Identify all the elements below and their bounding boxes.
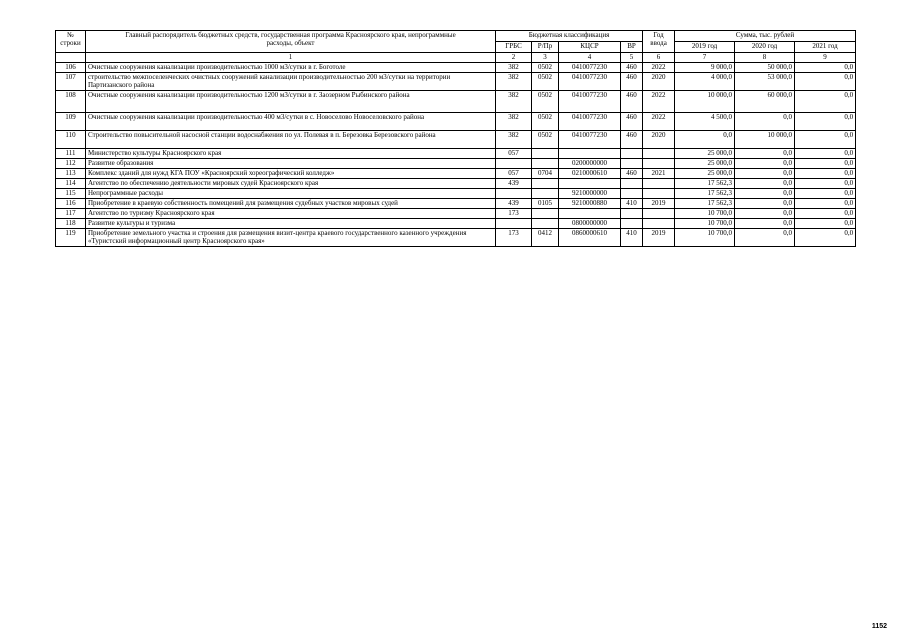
sum-2019-cell: 4 000,0: [675, 73, 735, 91]
row-number: 113: [56, 169, 86, 179]
year-cell: [643, 179, 675, 189]
kcsr-cell: 0410077230: [559, 63, 621, 73]
sum-2019-cell: 4 500,0: [675, 113, 735, 131]
table-row: [56, 91, 856, 113]
sum-2021-cell: 0,0: [795, 91, 856, 113]
sum-2021-cell: 0,0: [795, 113, 856, 131]
kcsr-cell: 0410077230: [559, 131, 621, 149]
table-row: [56, 159, 856, 169]
row-number-header-line1: №: [67, 31, 74, 39]
sum-2020-cell: 10 000,0: [735, 131, 795, 149]
name-header: [86, 31, 496, 53]
grbs-cell: 173: [496, 209, 532, 219]
grbs-cell: [496, 219, 532, 229]
year-cell: 2022: [643, 63, 675, 73]
kcsr-cell: 9210000880: [559, 199, 621, 209]
sum-2019-cell: 9 000,0: [675, 63, 735, 73]
sum-2021-cell: 0,0: [795, 73, 856, 91]
vr-cell: 460: [621, 73, 643, 91]
vr-cell: 410: [621, 229, 643, 247]
sum-2020-cell: 50 000,0: [735, 63, 795, 73]
row-number: 119: [56, 229, 86, 247]
row-name: Министерство культуры Красноярского края: [86, 149, 496, 159]
sum-2021-cell: 0,0: [795, 209, 856, 219]
sum-2021-cell: 0,0: [795, 199, 856, 209]
row-name: Очистные сооружения канализации производительностью 1200 м3/сутки в г. Заозерном Рыбинского района: [86, 91, 496, 113]
rzpr-cell: [532, 149, 559, 159]
kcsr-cell: 0410077230: [559, 113, 621, 131]
row-number: 107: [56, 73, 86, 91]
table-header: [56, 31, 856, 63]
table-row: [56, 209, 856, 219]
row-name: строительство межпоселенческих очистных сооружений канализации производительностью 200 м3/сутки на территории Партизанского района: [86, 73, 496, 91]
sum-2020-cell: 0,0: [735, 189, 795, 199]
sum-2019-cell: 0,0: [675, 131, 735, 149]
column-number: 8: [735, 53, 795, 63]
year-cell: [643, 209, 675, 219]
row-number-header: [56, 31, 86, 53]
vr-cell: 460: [621, 63, 643, 73]
row-name: Строительство повысительной насосной станции водоснабжения по ул. Полевая в п. Березовка Березовского района: [86, 131, 496, 149]
grbs-cell: 439: [496, 179, 532, 189]
kcsr-cell: 0210000610: [559, 169, 621, 179]
column-number-row: [56, 53, 856, 63]
sum-2020-cell: 0,0: [735, 169, 795, 179]
document-sheet: [55, 30, 855, 247]
row-name: Агентство по туризму Красноярского края: [86, 209, 496, 219]
sum-2021-cell: 0,0: [795, 229, 856, 247]
year-2019-header: 2019 год: [675, 42, 735, 53]
sum-2020-cell: 0,0: [735, 149, 795, 159]
row-name: Очистные сооружения канализации производительностью 400 м3/сутки в с. Новоселово Новоселовского района: [86, 113, 496, 131]
sum-2020-cell: 0,0: [735, 209, 795, 219]
vr-cell: 410: [621, 199, 643, 209]
table-row: [56, 113, 856, 131]
rzpr-cell: [532, 219, 559, 229]
sum-2020-cell: 0,0: [735, 159, 795, 169]
rzpr-cell: 0502: [532, 73, 559, 91]
sum-2019-cell: 25 000,0: [675, 149, 735, 159]
kcsr-header: КЦСР: [559, 42, 621, 53]
name-header-line1: Главный распорядитель бюджетных средств, государственная программа Красноярского края, непрограммные: [125, 31, 456, 39]
kcsr-cell: 9210000000: [559, 189, 621, 199]
column-number: 1: [86, 53, 496, 63]
sum-2021-cell: 0,0: [795, 189, 856, 199]
vr-cell: [621, 209, 643, 219]
year-cell: [643, 219, 675, 229]
row-name: Агентство по обеспечению деятельности мировых судей Красноярского края: [86, 179, 496, 189]
grbs-cell: 057: [496, 169, 532, 179]
sum-2021-cell: 0,0: [795, 159, 856, 169]
row-number: 108: [56, 91, 86, 113]
column-number: 3: [532, 53, 559, 63]
sum-2020-cell: 0,0: [735, 229, 795, 247]
table-row: [56, 179, 856, 189]
row-number: 116: [56, 199, 86, 209]
table-row: [56, 73, 856, 91]
year-cell: 2021: [643, 169, 675, 179]
grbs-header: ГРБС: [496, 42, 532, 53]
rzpr-cell: 0502: [532, 91, 559, 113]
row-name: Развитие образования: [86, 159, 496, 169]
row-number: 115: [56, 189, 86, 199]
sum-2019-cell: 25 000,0: [675, 159, 735, 169]
table-row: [56, 131, 856, 149]
sum-2019-cell: 10 000,0: [675, 91, 735, 113]
sum-2021-cell: 0,0: [795, 63, 856, 73]
table-row: [56, 229, 856, 247]
page-number: 1152: [871, 623, 887, 630]
sum-header: Сумма, тыс. рублей: [675, 31, 856, 42]
sum-2019-cell: 25 000,0: [675, 169, 735, 179]
year-cell: [643, 159, 675, 169]
rzpr-cell: 0502: [532, 63, 559, 73]
sum-2021-cell: 0,0: [795, 219, 856, 229]
vr-cell: [621, 179, 643, 189]
name-header-line2: расходы, объект: [266, 39, 315, 47]
budget-class-header: Бюджетная классификация: [496, 31, 643, 42]
kcsr-cell: 0410077230: [559, 91, 621, 113]
sum-2020-cell: 0,0: [735, 179, 795, 189]
row-number: 109: [56, 113, 86, 131]
grbs-cell: [496, 159, 532, 169]
rzpr-cell: [532, 159, 559, 169]
year-header: [643, 31, 675, 53]
sum-2020-cell: 53 000,0: [735, 73, 795, 91]
sum-2019-cell: 17 562,3: [675, 199, 735, 209]
table-body: [56, 63, 856, 247]
kcsr-cell: 0410077230: [559, 73, 621, 91]
budget-table: [55, 30, 856, 247]
year-cell: 2022: [643, 91, 675, 113]
rzpr-cell: 0105: [532, 199, 559, 209]
year-cell: 2019: [643, 199, 675, 209]
year-cell: 2019: [643, 229, 675, 247]
column-number: [56, 53, 86, 63]
rzpr-cell: [532, 189, 559, 199]
vr-cell: [621, 149, 643, 159]
sum-2019-cell: 10 700,0: [675, 229, 735, 247]
sum-2021-cell: 0,0: [795, 131, 856, 149]
row-name: Приобретение в краевую собственность помещений для размещения судебных участков мировых судей: [86, 199, 496, 209]
row-number-header-line2: строки: [60, 39, 81, 47]
sum-2019-cell: 10 700,0: [675, 219, 735, 229]
row-number: 106: [56, 63, 86, 73]
table-row: [56, 169, 856, 179]
rzpr-cell: 0502: [532, 131, 559, 149]
year-cell: 2020: [643, 73, 675, 91]
row-name: Приобретение земельного участка и строения для размещения визит-центра краевого государственного казенного учреждения «Туристский информационный центр Красноярского края»: [86, 229, 496, 247]
column-number: 4: [559, 53, 621, 63]
table-row: [56, 199, 856, 209]
sum-2021-cell: 0,0: [795, 169, 856, 179]
year-2020-header: 2020 год: [735, 42, 795, 53]
header-row-1: [56, 31, 856, 42]
row-name: Комплекс зданий для нужд КГА ПОУ «Красноярский хореографический колледж»: [86, 169, 496, 179]
table-row: [56, 149, 856, 159]
grbs-cell: [496, 189, 532, 199]
column-number: 7: [675, 53, 735, 63]
rzpr-cell: 0502: [532, 113, 559, 131]
row-number: 114: [56, 179, 86, 189]
grbs-cell: 439: [496, 199, 532, 209]
vr-header: ВР: [621, 42, 643, 53]
kcsr-cell: 0200000000: [559, 159, 621, 169]
grbs-cell: 382: [496, 91, 532, 113]
rzpr-header: Р/Пр: [532, 42, 559, 53]
grbs-cell: 382: [496, 113, 532, 131]
vr-cell: [621, 219, 643, 229]
kcsr-cell: [559, 209, 621, 219]
sum-2020-cell: 0,0: [735, 199, 795, 209]
row-number: 110: [56, 131, 86, 149]
vr-cell: [621, 159, 643, 169]
row-name: Непрограммные расходы: [86, 189, 496, 199]
rzpr-cell: [532, 209, 559, 219]
column-number: 2: [496, 53, 532, 63]
grbs-cell: 382: [496, 63, 532, 73]
column-number: 5: [621, 53, 643, 63]
sum-2020-cell: 0,0: [735, 219, 795, 229]
grbs-cell: 382: [496, 73, 532, 91]
sum-2020-cell: 0,0: [735, 113, 795, 131]
row-number: 118: [56, 219, 86, 229]
kcsr-cell: [559, 149, 621, 159]
grbs-cell: 057: [496, 149, 532, 159]
column-number: 6: [643, 53, 675, 63]
vr-cell: 460: [621, 169, 643, 179]
table-row: [56, 219, 856, 229]
grbs-cell: 382: [496, 131, 532, 149]
table-row: [56, 189, 856, 199]
table-row: [56, 63, 856, 73]
year-2021-header: 2021 год: [795, 42, 856, 53]
sum-2019-cell: 17 562,3: [675, 189, 735, 199]
vr-cell: 460: [621, 113, 643, 131]
row-number: 111: [56, 149, 86, 159]
sum-2021-cell: 0,0: [795, 149, 856, 159]
sum-2020-cell: 60 000,0: [735, 91, 795, 113]
column-number: 9: [795, 53, 856, 63]
year-cell: [643, 149, 675, 159]
grbs-cell: 173: [496, 229, 532, 247]
row-number: 112: [56, 159, 86, 169]
year-cell: 2022: [643, 113, 675, 131]
kcsr-cell: [559, 179, 621, 189]
kcsr-cell: 0800000000: [559, 219, 621, 229]
vr-cell: [621, 189, 643, 199]
year-header-line1: Год: [653, 31, 664, 39]
kcsr-cell: 0860000610: [559, 229, 621, 247]
vr-cell: 460: [621, 91, 643, 113]
vr-cell: 460: [621, 131, 643, 149]
sum-2019-cell: 10 700,0: [675, 209, 735, 219]
rzpr-cell: [532, 179, 559, 189]
row-name: Развитие культуры и туризма: [86, 219, 496, 229]
rzpr-cell: 0412: [532, 229, 559, 247]
rzpr-cell: 0704: [532, 169, 559, 179]
sum-2019-cell: 17 562,3: [675, 179, 735, 189]
row-name: Очистные сооружения канализации производительностью 1000 м3/сутки в г. Боготоле: [86, 63, 496, 73]
row-number: 117: [56, 209, 86, 219]
year-header-line2: ввода: [650, 39, 667, 47]
sum-2021-cell: 0,0: [795, 179, 856, 189]
year-cell: [643, 189, 675, 199]
year-cell: 2020: [643, 131, 675, 149]
